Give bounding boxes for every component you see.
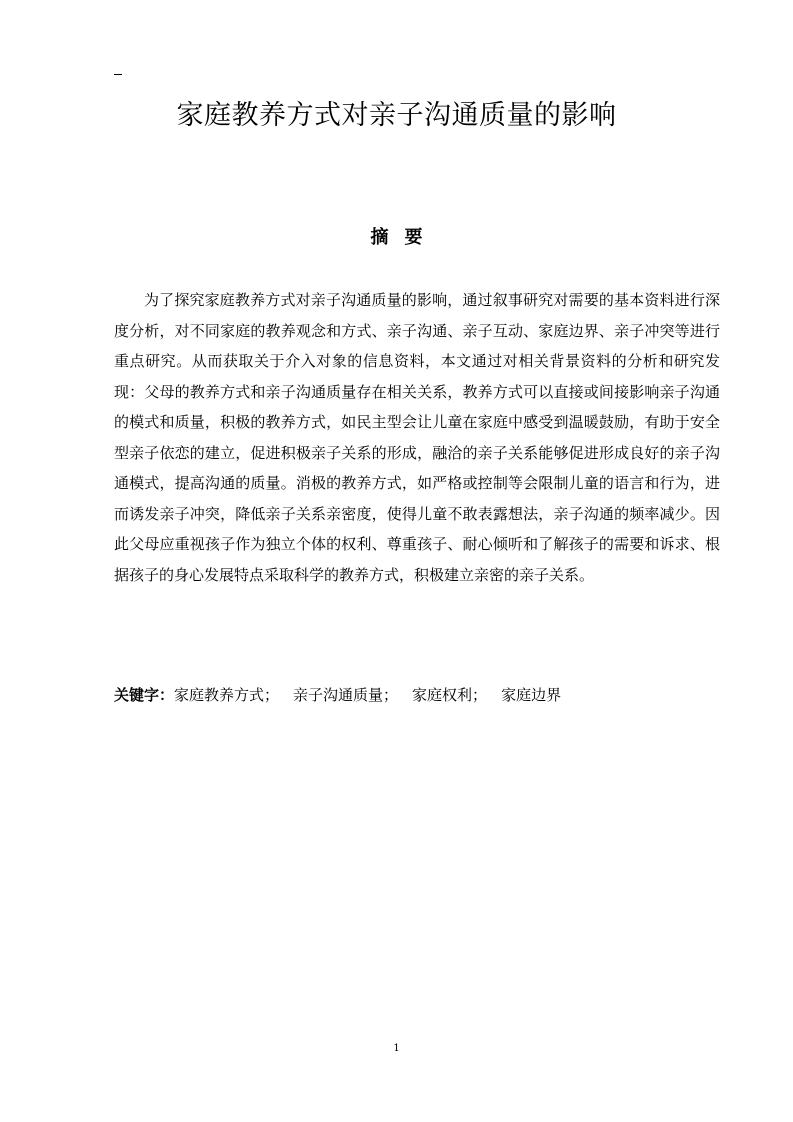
keyword-item: 家庭权利； — [412, 686, 488, 704]
keyword-item: 家庭教养方式； — [174, 686, 280, 704]
header-mark — [114, 74, 122, 75]
abstract-heading: 摘要 — [370, 227, 439, 248]
keywords-line — [114, 683, 720, 707]
abstract-body — [114, 285, 720, 590]
keyword-item: 亲子沟通质量； — [293, 686, 399, 704]
abstract-paragraph: 为了探究家庭教养方式对亲子沟通质量的影响，通过叙事研究对需要的基本资料进行深度分析，对不同家庭的教养观念和方式、亲子沟通、亲子互动、家庭边界、亲子冲突等进行重点研究。从而获取关于介入对象的信息资料，本文通过对相关背景资料的分析和研究发现：父母的教养方式和亲子沟通质量存在相关关系，教养方式可以直接或间接影响亲子沟通的模式和质量，积极的教养方式，如民主型会让儿童在家庭中感受到温暖鼓励，有助于安全型亲子依恋的建立，促进积极亲子关系的形成，融洽的亲子关系能够促进形成良好的亲子沟通模式，提高沟通的质量。消极的教养方式，如严格或控制等会限制儿童的语言和行为，进而诱发亲子冲突，降低亲子关系亲密度，使得儿童不敢表露想法，亲子沟通的频率减少。因此父母应重视孩子作为独立个体的权利、尊重孩子、耐心倾听和了解孩子的需要和诉求、根据孩子的身心发展特点采取科学的教养方式，积极建立亲密的亲子关系。 — [114, 291, 720, 584]
keyword-item: 家庭边界 — [501, 686, 562, 704]
keywords-label: 关键字： — [114, 686, 175, 704]
document-title: 家庭教养方式对亲子沟通质量的影响 — [176, 100, 617, 131]
page-number: 1 — [393, 1043, 400, 1054]
